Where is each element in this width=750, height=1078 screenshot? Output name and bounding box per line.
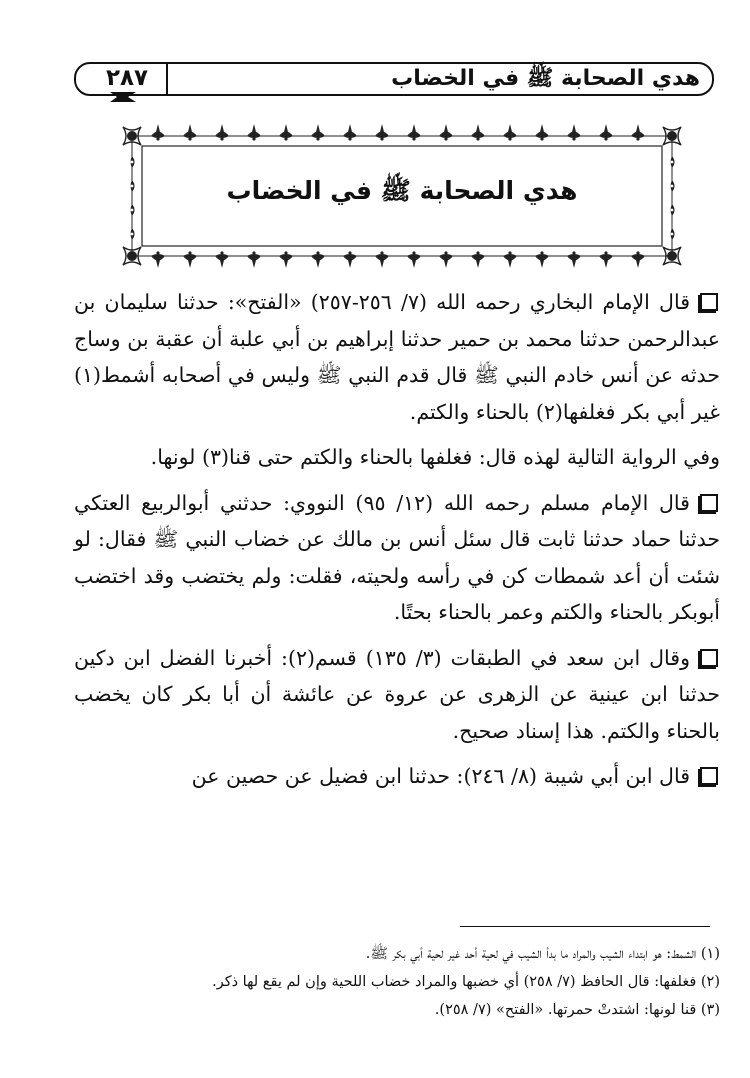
- paragraph-5: [74, 758, 720, 795]
- paragraph-text: قال الإمام مسلم رحمه الله (١٢/ ٩٥) النووي: حدثني أبوالربيع العتكي حدثنا حماد حدثنا ثابت قال سئل أنس بن مالك عن خضاب النبي ﷺ فقال: لو شئت أن أعد شمطات كن في رأسه ولحيته، فقلت: ولم يختضب وقد اختضب أبوبكر بالحناء والكتم وعمر بالحناء بحتًا.: [74, 490, 720, 624]
- paragraph-text: قال الإمام البخاري رحمه الله (٧/ ٢٥٦-٢٥٧) «الفتح»: حدثنا سليمان بن عبدالرحمن حدثنا محمد بن حمير حدثنا إبراهيم بن أبي علبة أن عقبة بن وساج حدثه عن أنس خادم النبي ﷺ قال قدم النبي ﷺ وليس في أصحابه أشمط(١) غير أبي بكر فغلفها(٢) بالحناء والكتم.: [74, 290, 720, 424]
- paragraph-3: [74, 485, 720, 631]
- ribbon-ornament-icon: [110, 90, 136, 104]
- paragraph-1: [74, 284, 720, 430]
- footnote-2: (٢) فغلفها: قال الحافظ (٧/ ٢٥٨) أي خضبها والمراد خضاب اللحية وإن لم يقع لها ذكر.: [212, 974, 720, 990]
- page-number: ٢٨٧: [105, 65, 149, 91]
- footnotes: [110, 940, 720, 1024]
- chapter-title-frame: [118, 120, 686, 272]
- paragraph-4: [74, 640, 720, 750]
- header-title: هدي الصحابة ﷺ في الخضاب: [391, 66, 700, 91]
- footnote-separator: [460, 926, 710, 927]
- footnote-1: (١) الشمط: هو ابتداء الشيب والمراد ما بدأ الشيب في لحية أحد غير لحية أبي بكر ﷺ.: [365, 946, 720, 962]
- body-text: [74, 284, 720, 795]
- paragraph-text: وفي الرواية التالية لهذه قال: فغلفها بالحناء والكتم حتى قنا(٣) لونها.: [150, 445, 720, 469]
- paragraph-2: [74, 439, 720, 476]
- square-bullet-icon: [700, 649, 718, 667]
- square-bullet-icon: [700, 767, 718, 785]
- paragraph-text: قال ابن أبي شيبة (٨/ ٢٤٦): حدثنا ابن فضيل عن حصين عن: [191, 764, 690, 788]
- header-divider: [166, 62, 168, 96]
- square-bullet-icon: [700, 494, 718, 512]
- running-header: [74, 62, 714, 100]
- footnote-3: (٣) قنا لونها: اشتدتْ حمرتها. «الفتح» (٧/ ٢٥٨).: [434, 1002, 720, 1018]
- square-bullet-icon: [700, 293, 718, 311]
- chapter-title: هدي الصحابة ﷺ في الخضاب: [226, 176, 578, 205]
- paragraph-text: وقال ابن سعد في الطبقات (٣/ ١٣٥) قسم(٢): أخبرنا الفضل ابن دكين حدثنا ابن عينية عن الزهرى عن عروة عن عائشة أن أبا بكر كان يخضب بالحناء والكتم. هذا إسناد صحيح.: [74, 645, 720, 743]
